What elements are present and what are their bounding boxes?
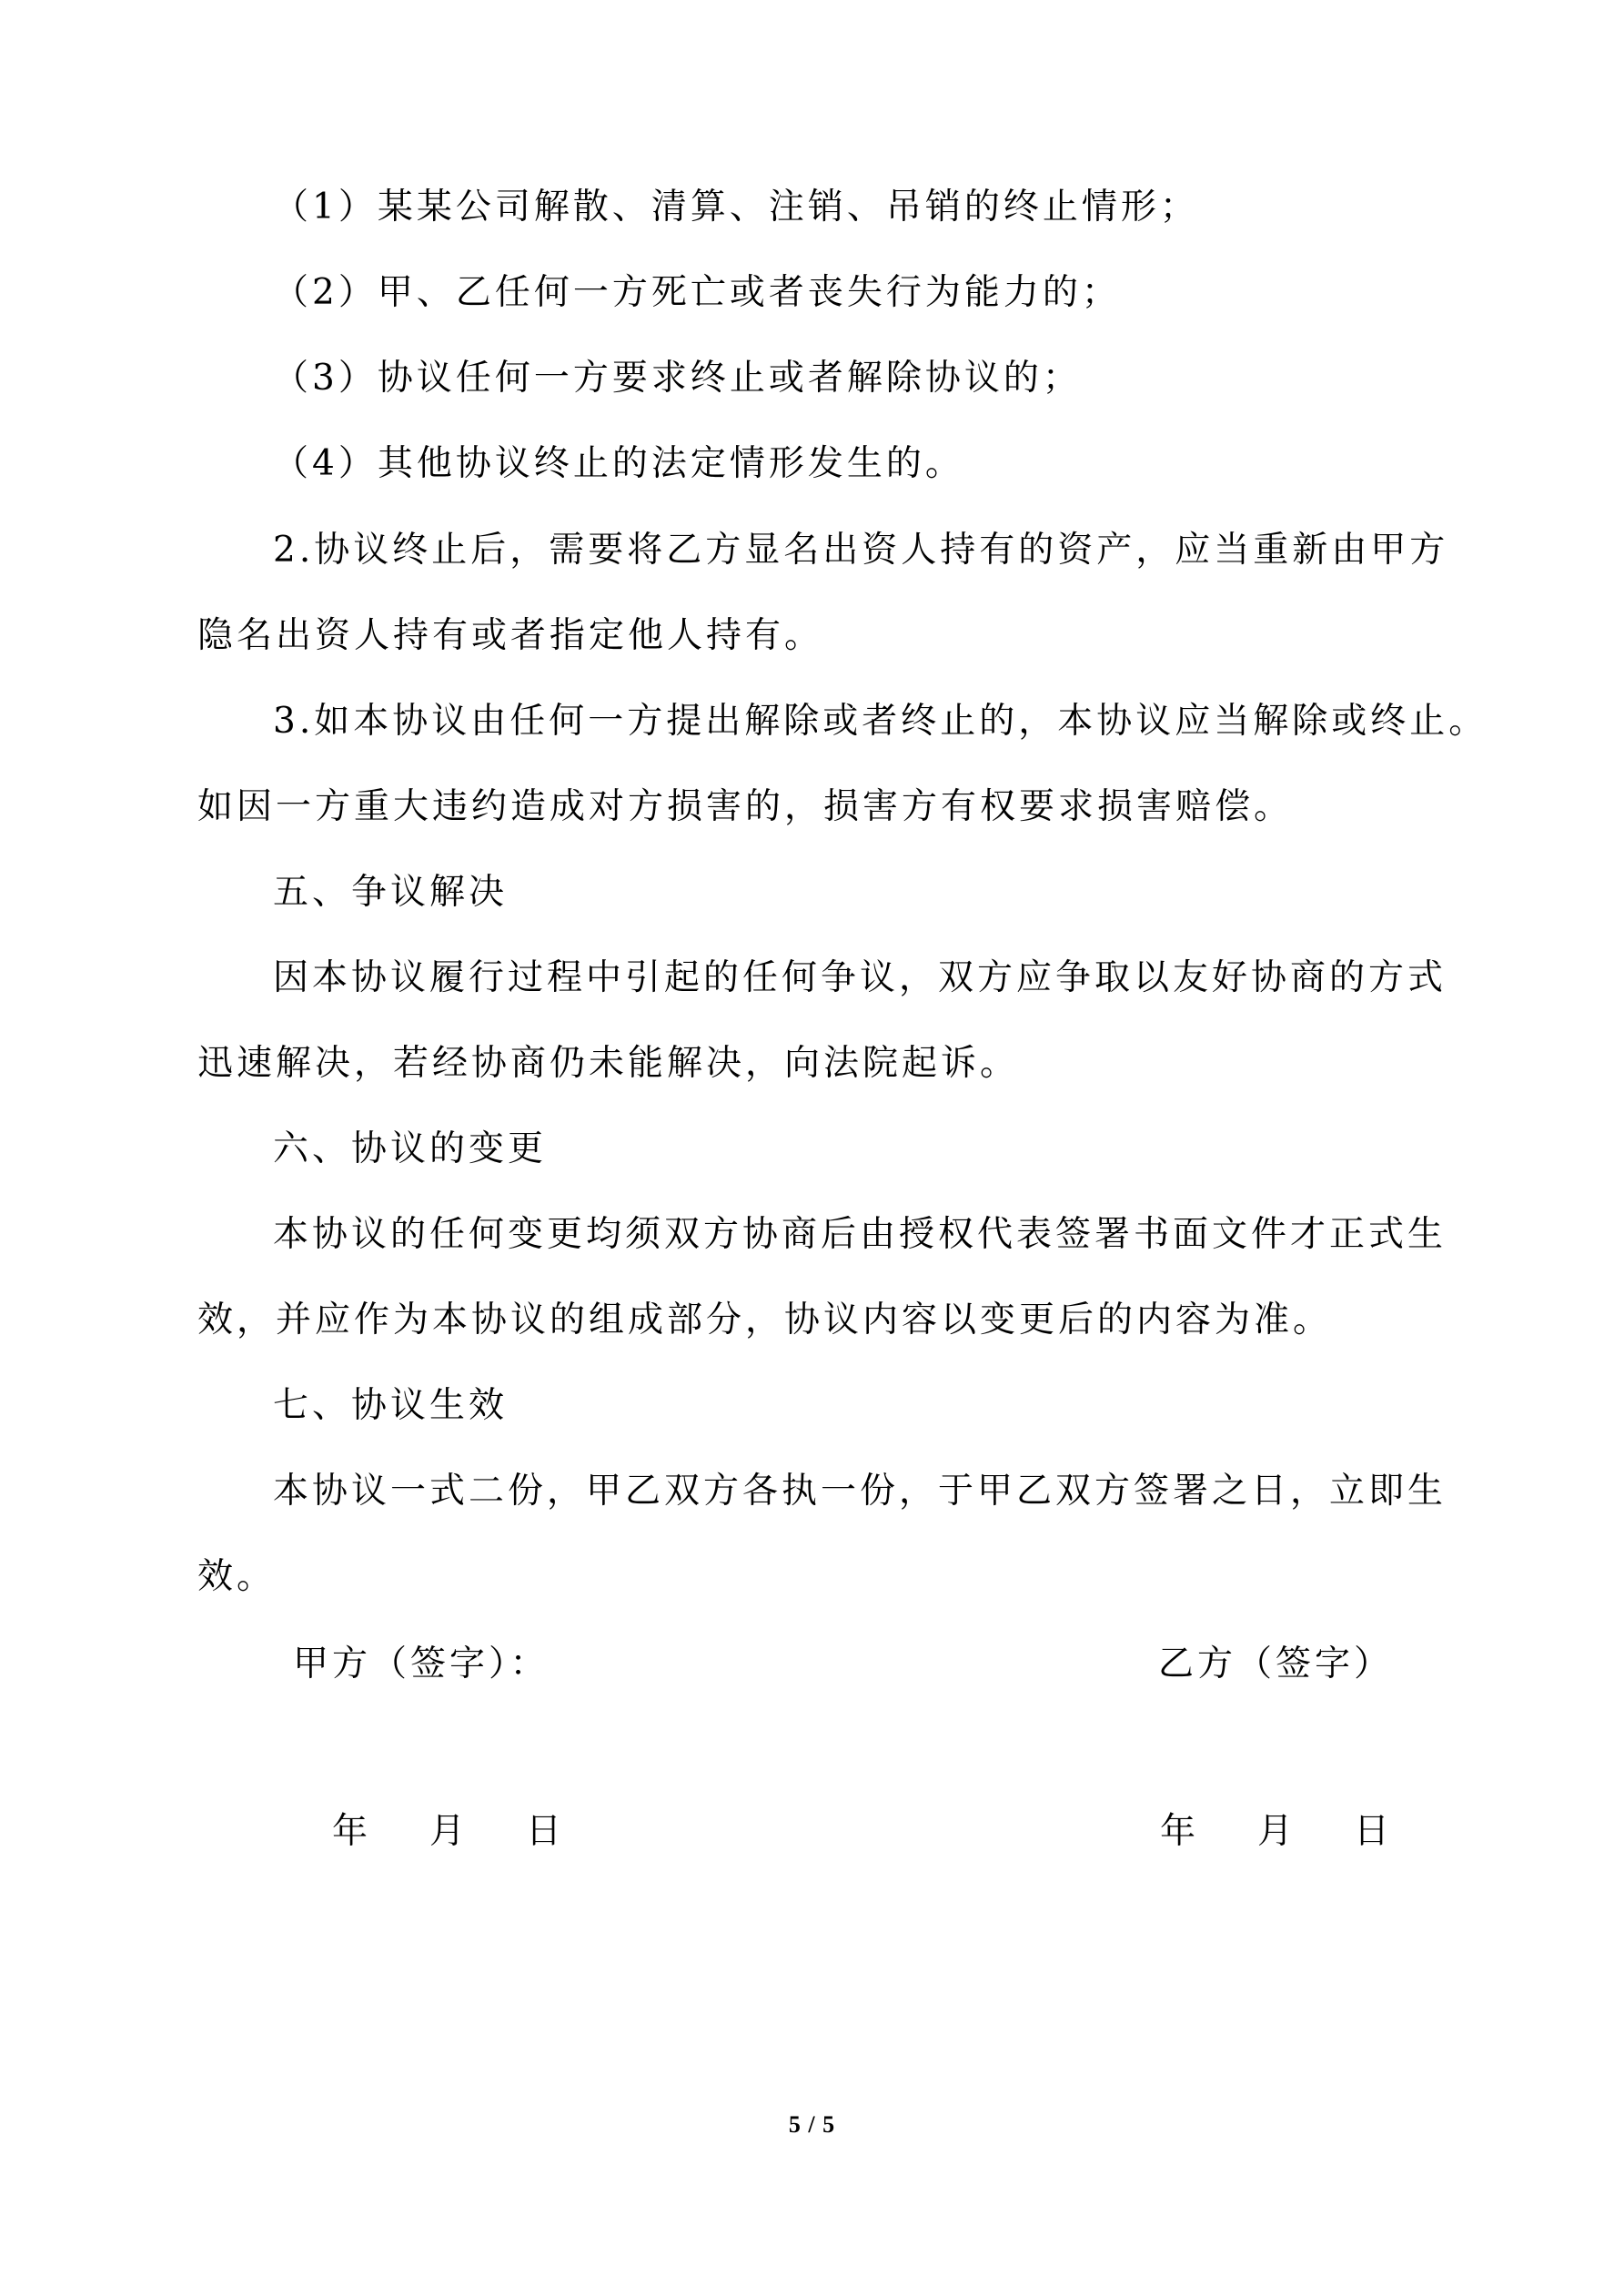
termination-item-2: （2）甲、乙任何一方死亡或者丧失行为能力的； — [273, 272, 1121, 313]
section-5-line-1: 因本协议履行过程中引起的任何争议，双方应争取以友好协商的方式 — [273, 957, 1447, 998]
termination-item-4: （4）其他协议终止的法定情形发生的。 — [273, 443, 964, 484]
party-a-date-day: 日 — [526, 1811, 562, 1852]
party-a-date-year: 年 — [332, 1811, 368, 1852]
section-6-line-2: 效，并应作为本协议的组成部分，协议内容以变更后的内容为准。 — [197, 1300, 1333, 1340]
termination-item-3: （3）协议任何一方要求终止或者解除协议的； — [273, 358, 1082, 399]
section-7-line-1: 本协议一式二份，甲乙双方各执一份，于甲乙双方签署之日，立即生 — [273, 1471, 1447, 1512]
party-a-date-month: 月 — [429, 1811, 466, 1852]
party-b-date-year: 年 — [1160, 1811, 1196, 1852]
termination-item-1: （1）某某公司解散、清算、注销、吊销的终止情形； — [273, 187, 1199, 228]
party-b-signature-label: 乙方（签字） — [1158, 1644, 1394, 1684]
clause-2-line-1: 2.协议终止后，需要将乙方显名出资人持有的资产，应当重新由甲方 — [273, 530, 1449, 571]
section-5-line-2: 迅速解决，若经协商仍未能解决，向法院起诉。 — [197, 1043, 1020, 1084]
section-6-line-1: 本协议的任何变更均须双方协商后由授权代表签署书面文件才正式生 — [273, 1214, 1447, 1255]
party-b-date-day: 日 — [1354, 1811, 1390, 1852]
party-a-signature-label: 甲方（签字）： — [293, 1644, 550, 1684]
clause-2-line-2: 隐名出资人持有或者指定他人持有。 — [197, 615, 824, 656]
section-5-heading: 五、争议解决 — [273, 872, 509, 913]
clause-3-line-1: 3.如本协议由任何一方提出解除或者终止的，本协议应当解除或终止。 — [273, 701, 1488, 742]
section-6-heading: 六、协议的变更 — [273, 1128, 548, 1169]
section-7-heading: 七、协议生效 — [273, 1385, 509, 1426]
party-b-date-month: 月 — [1257, 1811, 1294, 1852]
section-7-line-2: 效。 — [197, 1556, 277, 1597]
clause-3-line-2: 如因一方重大违约造成对方损害的，损害方有权要求损害赔偿。 — [197, 786, 1294, 827]
page-number: 5 / 5 — [788, 2111, 836, 2138]
